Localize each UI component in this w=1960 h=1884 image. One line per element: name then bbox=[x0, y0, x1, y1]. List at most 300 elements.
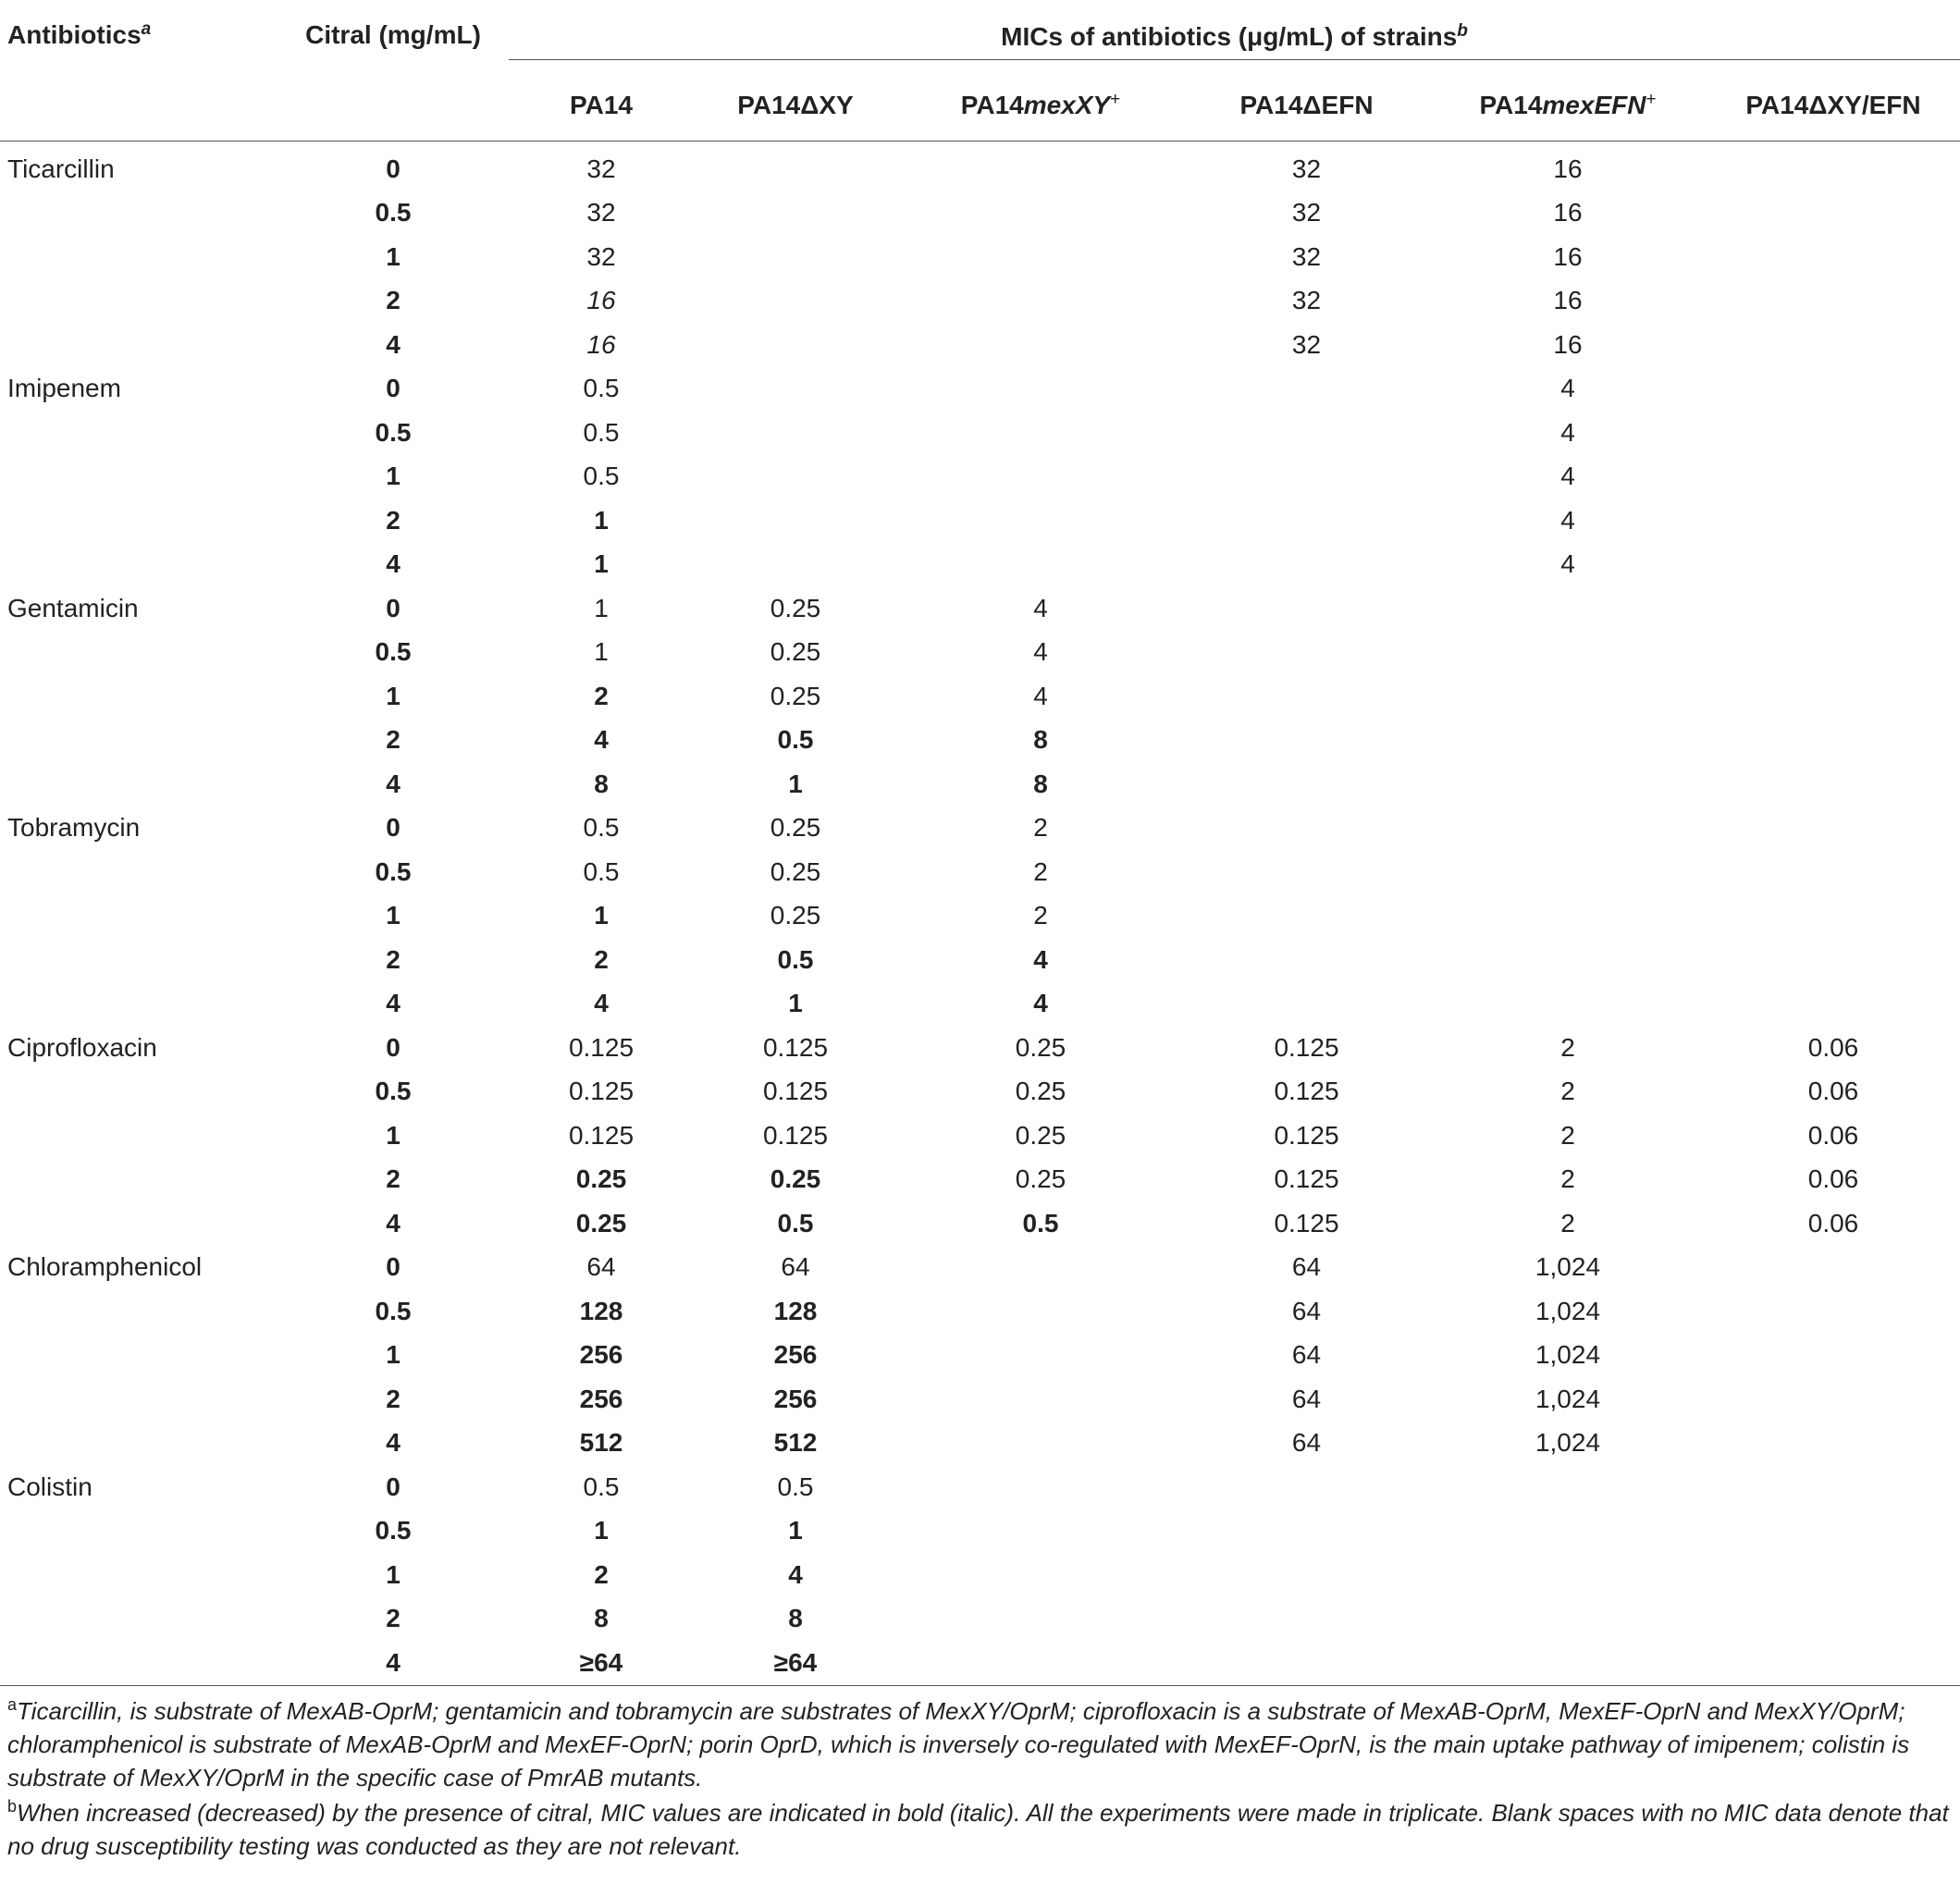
antibiotic-cell bbox=[0, 1509, 277, 1554]
antibiotic-cell bbox=[0, 1377, 277, 1422]
mic-value-cell bbox=[1184, 762, 1429, 807]
mic-value-cell bbox=[1707, 191, 1960, 236]
mic-value-cell: 4 bbox=[1560, 462, 1575, 491]
table-row bbox=[0, 850, 1960, 894]
mic-value-cell: 4 bbox=[788, 1559, 803, 1589]
footnotes bbox=[7, 1694, 1950, 1865]
mic-value-cell bbox=[1707, 367, 1960, 412]
antibiotic-cell bbox=[0, 982, 277, 1027]
mic-value-cell: 64 bbox=[1291, 1252, 1322, 1282]
antibiotic-cell bbox=[0, 631, 277, 675]
table-row bbox=[0, 543, 1960, 587]
mic-value-cell bbox=[1707, 1553, 1960, 1597]
mic-value-cell bbox=[1184, 938, 1429, 982]
mic-value-cell bbox=[694, 323, 897, 367]
mic-value-cell: 512 bbox=[773, 1428, 818, 1458]
citral-cell: 1 bbox=[386, 1340, 401, 1370]
mic-value-cell bbox=[897, 1422, 1184, 1466]
table-row bbox=[0, 1465, 1960, 1509]
mic-value-cell: 2 bbox=[1560, 1164, 1575, 1194]
mic-value-cell: 0.5 bbox=[777, 1471, 814, 1501]
antibiotic-cell: Imipenem bbox=[7, 374, 121, 403]
mic-value-cell: 32 bbox=[586, 154, 616, 183]
antibiotics-header: Antibiotics$^a$ bbox=[0, 7, 277, 142]
mic-value-cell: 256 bbox=[579, 1384, 623, 1413]
mic-value-cell bbox=[1707, 455, 1960, 499]
mic-value-cell: 512 bbox=[579, 1428, 623, 1458]
antibiotic-cell bbox=[0, 1553, 277, 1597]
antibiotic-cell bbox=[0, 719, 277, 763]
mic-value-cell: 0.5 bbox=[583, 813, 620, 843]
mic-value-cell: 0.125 bbox=[568, 1077, 635, 1106]
mic-value-cell bbox=[897, 543, 1184, 587]
mic-value-cell bbox=[1707, 323, 1960, 367]
antibiotic-cell: Tobramycin bbox=[7, 813, 141, 843]
mic-value-cell bbox=[1707, 894, 1960, 939]
mic-value-cell: 256 bbox=[773, 1384, 818, 1413]
mic-value-cell: 0.06 bbox=[1807, 1120, 1859, 1150]
mic-value-cell: 2 bbox=[1033, 813, 1048, 843]
citral-cell: 1 bbox=[386, 1559, 401, 1589]
antibiotic-cell bbox=[0, 543, 277, 587]
mic-value-cell: 64 bbox=[1291, 1428, 1322, 1458]
mic-value-cell bbox=[1184, 850, 1429, 894]
mic-value-cell: 0.25 bbox=[770, 813, 821, 843]
mic-value-cell bbox=[1184, 674, 1429, 719]
mic-value-cell: 32 bbox=[1291, 154, 1322, 183]
table-row bbox=[0, 1158, 1960, 1202]
mic-value-cell: 1 bbox=[594, 1516, 609, 1545]
mic-value-cell bbox=[1707, 762, 1960, 807]
table-row bbox=[0, 586, 1960, 631]
mic-value-cell bbox=[1707, 982, 1960, 1027]
mic-value-cell bbox=[1429, 674, 1707, 719]
citral-cell: 1 bbox=[386, 241, 401, 271]
mic-value-cell: 4 bbox=[1033, 989, 1048, 1018]
mic-value-cell: 32 bbox=[586, 241, 616, 271]
mic-value-cell: 1,024 bbox=[1535, 1252, 1601, 1282]
mic-value-cell: 1 bbox=[788, 769, 803, 798]
citral-cell: 4 bbox=[386, 769, 401, 798]
mic-value-cell: 1 bbox=[594, 549, 609, 579]
mic-value-cell: 0.5 bbox=[583, 374, 620, 403]
citral-cell: 4 bbox=[386, 329, 401, 359]
mic-value-cell bbox=[897, 1289, 1184, 1334]
mic-value-cell: 0.125 bbox=[1274, 1032, 1339, 1062]
antibiotic-cell bbox=[0, 191, 277, 236]
mic-value-cell: 0.125 bbox=[762, 1120, 829, 1150]
mic-value-cell bbox=[1184, 719, 1429, 763]
mic-value-cell bbox=[1184, 1553, 1429, 1597]
mic-value-cell bbox=[897, 499, 1184, 543]
mic-value-cell bbox=[1429, 1553, 1707, 1597]
antibiotic-cell: Gentamicin bbox=[7, 593, 139, 622]
citral-cell: 0.5 bbox=[375, 1296, 412, 1325]
mic-value-cell: 0.5 bbox=[583, 856, 620, 886]
table-row bbox=[0, 1201, 1960, 1246]
table-row bbox=[0, 499, 1960, 543]
mic-value-cell: 2 bbox=[1560, 1077, 1575, 1106]
antibiotic-cell bbox=[0, 850, 277, 894]
table-row bbox=[0, 1114, 1960, 1158]
mic-value-cell: 16 bbox=[586, 286, 616, 315]
table-row bbox=[0, 191, 1960, 236]
mic-value-cell bbox=[694, 142, 897, 191]
mic-value-cell: 2 bbox=[1560, 1032, 1575, 1062]
citral-cell: 2 bbox=[386, 944, 401, 974]
mic-value-cell: 2 bbox=[1560, 1120, 1575, 1150]
mic-value-cell bbox=[1707, 1377, 1960, 1422]
mic-value-cell bbox=[1707, 235, 1960, 279]
mic-value-cell bbox=[694, 367, 897, 412]
table-row bbox=[0, 1509, 1960, 1554]
mic-value-cell: 0.125 bbox=[568, 1120, 635, 1150]
antibiotic-cell bbox=[0, 1114, 277, 1158]
mic-value-cell: 0.125 bbox=[1274, 1208, 1339, 1238]
mic-value-cell: 1 bbox=[788, 1516, 803, 1545]
mic-value-cell bbox=[1707, 1509, 1960, 1554]
mic-value-cell: 0.25 bbox=[770, 681, 821, 710]
citral-cell: 2 bbox=[386, 1164, 401, 1194]
mic-value-cell bbox=[1707, 279, 1960, 324]
mic-value-cell: 4 bbox=[1560, 374, 1575, 403]
antibiotic-cell bbox=[0, 894, 277, 939]
mic-value-cell: 256 bbox=[773, 1340, 818, 1370]
table-row bbox=[0, 235, 1960, 279]
mic-value-cell bbox=[897, 279, 1184, 324]
antibiotic-cell bbox=[0, 1422, 277, 1466]
mic-value-cell: 16 bbox=[1553, 154, 1583, 183]
antibiotic-cell bbox=[0, 1597, 277, 1642]
mic-value-cell: 2 bbox=[594, 1559, 609, 1589]
mic-value-cell bbox=[1707, 1246, 1960, 1290]
mic-value-cell bbox=[897, 1553, 1184, 1597]
antibiotic-cell bbox=[0, 279, 277, 324]
mic-value-cell bbox=[1707, 586, 1960, 631]
mic-value-cell bbox=[1184, 411, 1429, 455]
table-row bbox=[0, 411, 1960, 455]
mic-value-cell bbox=[1429, 586, 1707, 631]
table-row bbox=[0, 455, 1960, 499]
mic-value-cell bbox=[1184, 1509, 1429, 1554]
table-row bbox=[0, 674, 1960, 719]
table-row bbox=[0, 894, 1960, 939]
strain-header: PA14mexXY+ bbox=[897, 70, 1184, 142]
mic-value-cell: 0.5 bbox=[777, 1208, 814, 1238]
mic-value-cell: 2 bbox=[1560, 1208, 1575, 1238]
mic-value-cell bbox=[897, 1641, 1184, 1685]
mic-value-cell: 32 bbox=[1291, 198, 1322, 228]
mic-value-cell bbox=[1707, 850, 1960, 894]
mic-value-cell: 0.5 bbox=[583, 462, 620, 491]
mic-value-cell: 1 bbox=[594, 593, 609, 622]
mic-value-cell bbox=[897, 367, 1184, 412]
antibiotic-cell bbox=[0, 411, 277, 455]
mic-value-cell bbox=[897, 1597, 1184, 1642]
antibiotic-cell bbox=[0, 762, 277, 807]
mic-value-cell: 1 bbox=[594, 637, 609, 667]
citral-cell: 2 bbox=[386, 505, 401, 535]
mic-value-cell: 0.125 bbox=[762, 1032, 829, 1062]
antibiotic-cell bbox=[0, 1289, 277, 1334]
table-row bbox=[0, 1377, 1960, 1422]
antibiotic-cell: Chloramphenicol bbox=[7, 1252, 203, 1282]
mic-value-cell: 2 bbox=[1033, 901, 1048, 930]
mic-value-cell bbox=[694, 191, 897, 236]
citral-cell: 1 bbox=[386, 1120, 401, 1150]
citral-cell: 0.5 bbox=[375, 637, 412, 667]
mic-value-cell: 0.25 bbox=[770, 1164, 821, 1194]
mic-value-cell: 0.5 bbox=[583, 417, 620, 447]
mic-value-cell bbox=[897, 1246, 1184, 1290]
mic-value-cell bbox=[897, 323, 1184, 367]
mic-value-cell: 8 bbox=[1033, 725, 1048, 755]
mic-value-cell bbox=[1707, 938, 1960, 982]
antibiotic-cell bbox=[0, 235, 277, 279]
mic-value-cell bbox=[1184, 367, 1429, 412]
mic-value-cell: 1,024 bbox=[1535, 1296, 1601, 1325]
mic-value-cell: 64 bbox=[1291, 1384, 1322, 1413]
mic-value-cell bbox=[1707, 674, 1960, 719]
citral-cell: 0 bbox=[386, 374, 401, 403]
mic-value-cell bbox=[694, 279, 897, 324]
mic-value-cell: 1 bbox=[788, 989, 803, 1018]
mic-value-cell bbox=[694, 235, 897, 279]
antibiotic-cell bbox=[0, 938, 277, 982]
mic-value-cell bbox=[694, 411, 897, 455]
mic-value-cell: ≥64 bbox=[509, 1641, 694, 1685]
mic-value-cell: 0.5 bbox=[777, 944, 814, 974]
mic-value-cell bbox=[1184, 543, 1429, 587]
mic-value-cell: 256 bbox=[579, 1340, 623, 1370]
mic-value-cell: 4 bbox=[1033, 637, 1048, 667]
antibiotic-cell bbox=[0, 455, 277, 499]
mic-value-cell bbox=[1184, 631, 1429, 675]
strain-header: PA14mexEFN+ bbox=[1429, 70, 1707, 142]
table-row bbox=[0, 762, 1960, 807]
mic-value-cell: 0.125 bbox=[762, 1077, 829, 1106]
mic-value-cell bbox=[1184, 982, 1429, 1027]
antibiotic-cell bbox=[0, 1070, 277, 1114]
mic-value-cell: 8 bbox=[594, 1604, 609, 1633]
mic-value-cell: 64 bbox=[1291, 1340, 1322, 1370]
mic-value-cell: 0.25 bbox=[1015, 1032, 1066, 1062]
table-row bbox=[0, 367, 1960, 412]
table-row bbox=[0, 1641, 1960, 1685]
citral-cell: 0 bbox=[386, 593, 401, 622]
mic-value-cell: 0.125 bbox=[568, 1032, 635, 1062]
mic-value-cell: 4 bbox=[1560, 549, 1575, 579]
mic-value-cell: ≥64 bbox=[694, 1641, 897, 1685]
mic-value-cell: 0.06 bbox=[1807, 1208, 1859, 1238]
citral-cell: 2 bbox=[386, 286, 401, 315]
citral-cell: 0 bbox=[386, 813, 401, 843]
citral-cell: 4 bbox=[277, 1641, 509, 1685]
mic-value-cell: 0.06 bbox=[1807, 1032, 1859, 1062]
mic-value-cell: 0.25 bbox=[1015, 1120, 1066, 1150]
mic-value-cell: 0.25 bbox=[575, 1164, 627, 1194]
mic-value-cell: 0.125 bbox=[1274, 1120, 1339, 1150]
mic-value-cell: 0.25 bbox=[770, 637, 821, 667]
mic-value-cell: 2 bbox=[1033, 856, 1048, 886]
mic-value-cell bbox=[694, 499, 897, 543]
mic-value-cell: 4 bbox=[1033, 944, 1048, 974]
mic-value-cell bbox=[897, 142, 1184, 191]
mic-value-cell bbox=[897, 1465, 1184, 1509]
mic-value-cell bbox=[897, 235, 1184, 279]
mic-value-cell: 4 bbox=[1033, 681, 1048, 710]
mic-value-cell bbox=[1707, 631, 1960, 675]
citral-cell: 4 bbox=[386, 989, 401, 1018]
mic-value-cell bbox=[897, 1377, 1184, 1422]
mic-value-cell: 16 bbox=[586, 329, 616, 359]
citral-cell: 0 bbox=[386, 1032, 401, 1062]
citral-cell: 2 bbox=[386, 1384, 401, 1413]
citral-cell: 1 bbox=[386, 681, 401, 710]
table-row bbox=[0, 1334, 1960, 1378]
mic-value-cell bbox=[1184, 1641, 1429, 1685]
mic-value-cell bbox=[694, 455, 897, 499]
antibiotic-cell bbox=[0, 1201, 277, 1246]
antibiotic-cell bbox=[0, 674, 277, 719]
mic-value-cell: 128 bbox=[773, 1296, 818, 1325]
citral-cell: 4 bbox=[386, 1208, 401, 1238]
mic-value-cell: 64 bbox=[781, 1252, 810, 1282]
mic-value-cell: 1,024 bbox=[1535, 1340, 1601, 1370]
antibiotic-cell: Ciprofloxacin bbox=[7, 1032, 157, 1062]
table-row bbox=[0, 1070, 1960, 1114]
mic-value-cell: 0.25 bbox=[575, 1208, 627, 1238]
mic-value-cell bbox=[1429, 1597, 1707, 1642]
mic-value-cell: 0.25 bbox=[1015, 1077, 1066, 1106]
table-row bbox=[0, 982, 1960, 1027]
mic-value-cell bbox=[1184, 1597, 1429, 1642]
mic-value-cell: 32 bbox=[1291, 241, 1322, 271]
citral-cell: 0.5 bbox=[375, 417, 412, 447]
citral-cell: 0.5 bbox=[375, 1077, 412, 1106]
antibiotic-cell bbox=[0, 499, 277, 543]
mic-value-cell bbox=[1707, 1465, 1960, 1509]
table-row bbox=[0, 1289, 1960, 1334]
mic-value-cell bbox=[1429, 850, 1707, 894]
footnote: $^b$When increased (decreased) by the presence of citral, MIC values are indicated in bold (italic). All the experiments were made in triplicate. Blank spaces with no MIC data denote that no drug susceptibility testing was conducted as they are not relevant. bbox=[7, 1797, 1949, 1860]
mic-value-cell bbox=[1429, 631, 1707, 675]
antibiotic-cell bbox=[0, 323, 277, 367]
table-row bbox=[0, 938, 1960, 982]
mic-value-cell bbox=[1707, 1334, 1960, 1378]
citral-cell: 4 bbox=[386, 549, 401, 579]
mic-value-cell: 16 bbox=[1553, 286, 1583, 315]
mic-value-cell: 0.06 bbox=[1807, 1164, 1859, 1194]
mic-value-cell bbox=[897, 1509, 1184, 1554]
mic-value-cell: 4 bbox=[1560, 417, 1575, 447]
mic-value-cell: 4 bbox=[594, 989, 609, 1018]
mic-value-cell: 2 bbox=[594, 681, 609, 710]
strain-header: PA14ΔXY bbox=[694, 70, 897, 142]
mic-value-cell bbox=[1707, 543, 1960, 587]
mic-value-cell: 1 bbox=[594, 901, 609, 930]
antibiotic-cell: Ticarcillin bbox=[7, 154, 115, 183]
citral-cell: 0.5 bbox=[375, 856, 412, 886]
citral-cell: 2 bbox=[386, 725, 401, 755]
mic-value-cell bbox=[1429, 894, 1707, 939]
mic-value-cell bbox=[1429, 1641, 1707, 1685]
mic-value-cell bbox=[1707, 1597, 1960, 1642]
citral-cell: 4 bbox=[386, 1428, 401, 1458]
mic-value-cell bbox=[1429, 1509, 1707, 1554]
mic-value-cell bbox=[897, 455, 1184, 499]
citral-cell: 0.5 bbox=[375, 198, 412, 228]
mic-value-cell bbox=[897, 191, 1184, 236]
mic-value-cell bbox=[1707, 719, 1960, 763]
table-row bbox=[0, 1026, 1960, 1070]
mic-value-cell: 128 bbox=[579, 1296, 623, 1325]
mic-value-cell: 0.5 bbox=[777, 725, 814, 755]
table-row bbox=[0, 279, 1960, 324]
table-row bbox=[0, 1246, 1960, 1290]
mic-value-cell: 8 bbox=[594, 769, 609, 798]
mic-value-cell bbox=[1429, 807, 1707, 851]
table-row bbox=[0, 323, 1960, 367]
mic-value-cell bbox=[1429, 762, 1707, 807]
mic-value-cell: 64 bbox=[586, 1252, 616, 1282]
antibiotic-cell bbox=[0, 1334, 277, 1378]
table-row bbox=[0, 1553, 1960, 1597]
mic-value-cell bbox=[897, 1334, 1184, 1378]
mic-value-cell: 32 bbox=[1291, 329, 1322, 359]
strain-header: PA14ΔEFN bbox=[1184, 70, 1429, 142]
citral-cell: 0 bbox=[386, 1252, 401, 1282]
table-row bbox=[0, 631, 1960, 675]
mic-value-cell: 0.5 bbox=[583, 1471, 620, 1501]
mic-value-cell: 8 bbox=[1033, 769, 1048, 798]
mic-group-header: MICs of antibiotics (μg/mL) of strains$^b$ bbox=[509, 7, 1960, 70]
mic-value-cell bbox=[1184, 1465, 1429, 1509]
mic-value-cell bbox=[1707, 142, 1960, 191]
mic-value-cell: 32 bbox=[586, 198, 616, 228]
mic-value-cell: 1,024 bbox=[1535, 1428, 1601, 1458]
table-row bbox=[0, 1597, 1960, 1642]
mic-value-cell: 0.25 bbox=[770, 856, 821, 886]
mic-value-cell: 0.5 bbox=[1022, 1208, 1059, 1238]
mic-value-cell bbox=[1429, 938, 1707, 982]
strain-header: PA14 bbox=[509, 70, 694, 142]
mic-value-cell bbox=[1429, 982, 1707, 1027]
table-row bbox=[0, 807, 1960, 851]
mic-value-cell: 1 bbox=[594, 505, 609, 535]
mic-table bbox=[0, 7, 1960, 1686]
mic-value-cell: 64 bbox=[1291, 1296, 1322, 1325]
mic-value-cell bbox=[1707, 1422, 1960, 1466]
mic-value-cell: 4 bbox=[594, 725, 609, 755]
antibiotic-cell: Colistin bbox=[7, 1471, 92, 1501]
citral-header: Citral (mg/mL) bbox=[277, 7, 509, 142]
mic-value-cell bbox=[1184, 894, 1429, 939]
table-row bbox=[0, 719, 1960, 763]
citral-cell: 2 bbox=[386, 1604, 401, 1633]
mic-value-cell: 16 bbox=[1553, 198, 1583, 228]
mic-value-cell bbox=[694, 543, 897, 587]
citral-cell: 0 bbox=[386, 1471, 401, 1501]
citral-cell: 1 bbox=[386, 901, 401, 930]
citral-cell: 0 bbox=[386, 154, 401, 183]
mic-value-cell bbox=[1707, 411, 1960, 455]
antibiotic-cell bbox=[0, 1158, 277, 1202]
citral-cell: 0.5 bbox=[375, 1516, 412, 1545]
mic-value-cell bbox=[1184, 807, 1429, 851]
mic-value-cell bbox=[1707, 1289, 1960, 1334]
mic-value-cell: 1,024 bbox=[1535, 1384, 1601, 1413]
